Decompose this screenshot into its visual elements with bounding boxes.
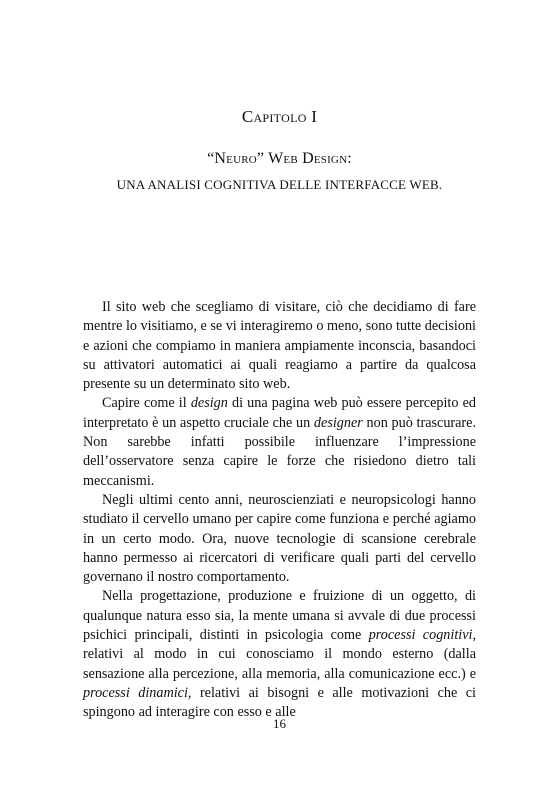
page-number: 16 — [273, 716, 286, 731]
chapter-subtitle: UNA ANALISI COGNITIVA DELLE INTERFACCE WEB. — [116, 177, 443, 192]
paragraph-2-text-c: di una pagina web può essere percepito ed interpretato è un aspetto cruciale che un — [83, 395, 476, 431]
paragraph-4-text-a: Nella progettazione, produzione e fruizione di un oggetto, di qualunque natura esso sia, la mente umana si avvale di due processi psichici principali, distinti in psicologia come — [83, 588, 476, 644]
paragraph-4-emphasis-cognitive: processi cognitivi — [368, 627, 473, 644]
chapter-label: Capitolo I — [241, 107, 318, 126]
paragraph-4-text-c: , relativi al modo in cui conosciamo il mondo esterno (dalla sensazione alla percezione, alla memoria, alla comunicazione ecc.) e — [83, 627, 476, 682]
paragraph-2-text-e: non può trascurare. Non sarebbe infatti possibile influenzare l’impressione dell’osservatore senza capire le forze che risiedono dietro tali meccanismi. — [83, 414, 477, 489]
paragraph-2 — [83, 394, 476, 490]
paragraph-3: Negli ultimi cento anni, neuroscienziati e neuropsicologi hanno studiato il cervello umano per capire come funziona e perché agiamo in un certo modo. Ora, nuove tecnologie di scansione cerebrale hanno permesso ai ricercatori di verificare quali parti del cervello governano il nostro comportamento. — [83, 491, 476, 586]
chapter-title: “Neuro” Web Design: — [207, 150, 352, 167]
paragraph-2-emphasis-design: design — [190, 395, 228, 412]
paragraph-2-emphasis-designer: designer — [313, 414, 363, 431]
paragraph-4-emphasis-dynamic: processi dinamici — [83, 684, 188, 701]
paragraph-1: Il sito web che scegliamo di visitare, ciò che decidiamo di fare mentre lo visitiamo, e se vi interagiremo o meno, sono tutte decisioni e azioni che compiamo in maniera ampiamente inconscia, basandoci su attivatori automatici ai quali reagiamo a partire da qualcosa presente su un determinato sito web. — [83, 299, 476, 393]
body-text — [83, 298, 476, 723]
paragraph-4-text-e: , relativi ai bisogni e alle motivazioni che ci spingono ad interagire con esso e alle — [83, 684, 476, 721]
paragraph-2-text-a: Capire come il — [102, 395, 191, 412]
paragraph-4 — [83, 587, 476, 722]
